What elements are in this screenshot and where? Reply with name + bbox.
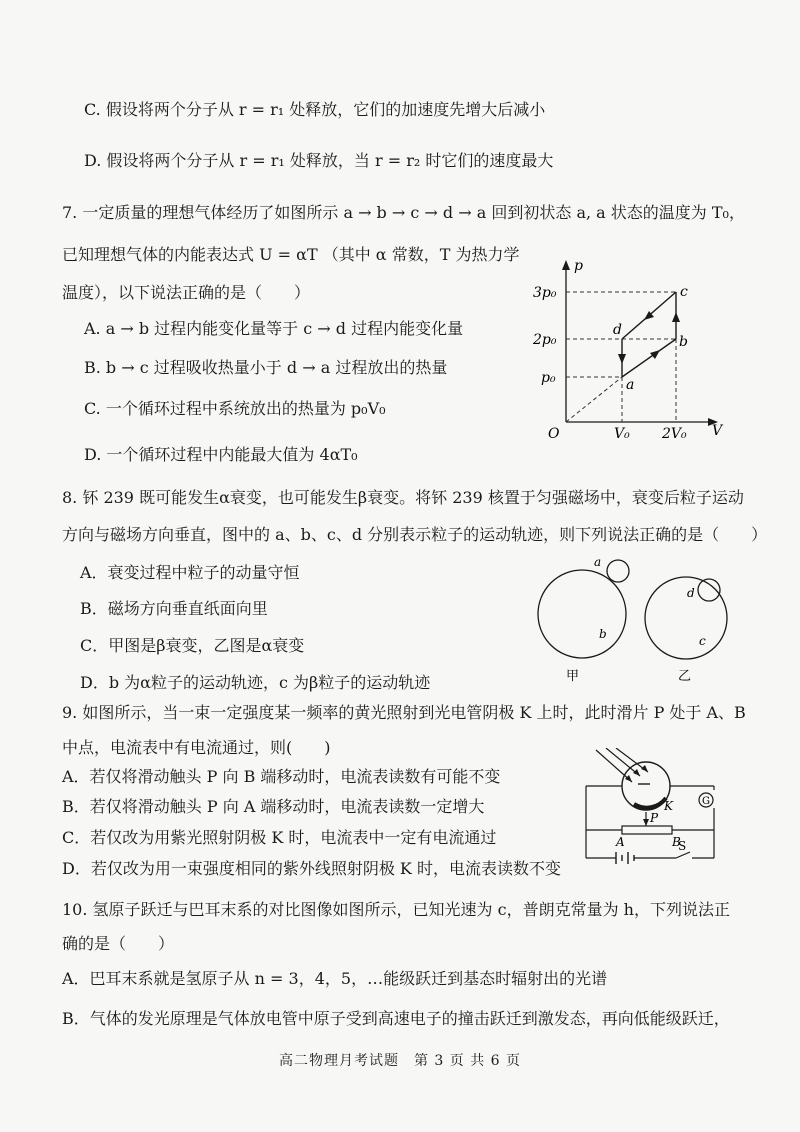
slider-label: P [650,811,659,825]
q7-stem-line2: 已知理想气体的内能表达式 U = αT （其中 α 常数，T 为热力学 [62,245,520,264]
q7-option-b: B. b → c 过程吸收热量小于 d → a 过程放出的热量 [84,358,448,377]
q7-option-d: D. 一个循环过程中内能最大值为 4αT₀ [84,445,358,464]
q9-stem-line1: 9. 如图所示，当一束一定强度某一频率的黄光照射到光电管阴极 K 上时，此时滑片 P 处于 A、B [62,703,746,722]
arrow-ab [650,350,660,359]
q7-stem-line3: 温度），以下说法正确的是（ ） [62,283,311,302]
dash-origin-line [566,377,622,422]
q7-option-a: A. a → b 过程内能变化量等于 c → d 过程内能变化量 [84,319,464,338]
q7-option-c: C. 一个循环过程中系统放出的热量为 p₀V₀ [84,399,386,418]
q10-option-b: B．气体的发光原理是气体放电管中原子受到高速电子的撞击跃迁到激发态，再向低能级跃迁， [62,1009,730,1028]
q9-option-b: B．若仅将滑动触头 P 向 A 端移动时，电流表读数一定增大 [62,797,485,816]
track-c-circle [645,577,727,659]
point-d-label: d [613,322,622,338]
q8-option-b: B．磁场方向垂直纸面向里 [80,599,268,618]
q7-stem-line1: 7. 一定质量的理想气体经历了如图所示 a → b → c → d → a 回到初状态 a, a 状态的温度为 T₀， [62,203,745,222]
q9-stem-line2: 中点，电流表中有电流通过，则( ) [62,738,331,757]
galvanometer-label: G [702,796,710,807]
cathode-k [634,798,666,808]
slider-arrow [643,819,649,826]
tick-2v0: 2V₀ [662,426,687,442]
q6-option-d: D. 假设将两个分子从 r = r₁ 处释放，当 r = r₂ 时它们的速度最大 [84,151,554,170]
light-arrow-3 [641,765,648,772]
track-c-label: c [699,634,706,648]
arrow-bc [672,312,680,322]
page-footer: 高二物理月考试题 第 3 页 共 6 页 [278,1053,522,1069]
caption-yi: 乙 [678,669,692,684]
caption-jia: 甲 [566,669,580,684]
q10-stem-line1: 10. 氢原子跃迁与巴耳末系的对比图像如图所示，已知光速为 c，普朗克常量为 h，下列说法正 [62,900,730,919]
decay-track-figures [536,548,746,688]
point-c-label: c [680,284,688,300]
terminal-a-label: A [616,835,625,849]
p-axis-arrow [562,260,570,270]
pv-graph [528,254,728,444]
arrow-da [618,354,626,364]
point-b-label: b [679,334,688,350]
process-ab [622,339,676,377]
q8-option-c: C．甲图是β衰变，乙图是α衰变 [80,636,305,655]
q8-option-a: A．衰变过程中粒子的动量守恒 [80,563,300,582]
cathode-label: K [664,799,673,813]
track-a-label: a [594,555,602,569]
light-arrow-2 [633,769,640,776]
track-d-label: d [687,586,695,600]
tick-2p0: 2p₀ [533,332,557,348]
switch-label: S [678,839,687,853]
track-b-label: b [599,627,607,641]
photoelectric-circuit [576,748,726,876]
v-axis-label: V [712,423,723,439]
q9-option-d: D．若仅改为用一束强度相同的紫外线照射阴极 K 时，电流表读数不变 [62,859,561,878]
q8-option-d: D．b 为α粒子的运动轨迹，c 为β粒子的运动轨迹 [80,673,431,692]
point-a-label: a [626,377,635,393]
track-b-circle [538,570,626,658]
q9-option-c: C．若仅改为用紫光照射阴极 K 时，电流表中一定有电流通过 [62,828,497,847]
q10-stem-line2: 确的是（ ） [62,934,175,953]
terminal-b-label: B [672,835,681,849]
tick-p0: p₀ [541,370,556,386]
tick-v0: V₀ [614,426,630,442]
q8-stem-line2: 方向与磁场方向垂直，图中的 a、b、c、d 分别表示粒子的运动轨迹，则下列说法正确的是（ ） [62,525,768,544]
rheostat [622,826,672,834]
q6-option-c: C. 假设将两个分子从 r = r₁ 处释放，它们的加速度先增大后减小 [84,100,546,119]
q10-option-a: A．巴耳末系就是氢原子从 n = 3，4，5，…能级跃迁到基态时辐射出的光谱 [62,969,608,988]
q8-stem-line1: 8. 钚 239 既可能发生α衰变，也可能发生β衰变。将钚 239 核置于匀强磁场中，衰变后粒子运动 [62,488,744,507]
p-axis-label: p [574,258,583,274]
origin-label: O [548,426,560,442]
q9-option-a: A．若仅将滑动触头 P 向 B 端移动时，电流表读数有可能不变 [62,767,501,786]
tick-3p0: 3p₀ [533,285,557,301]
track-a-circle [607,560,629,582]
